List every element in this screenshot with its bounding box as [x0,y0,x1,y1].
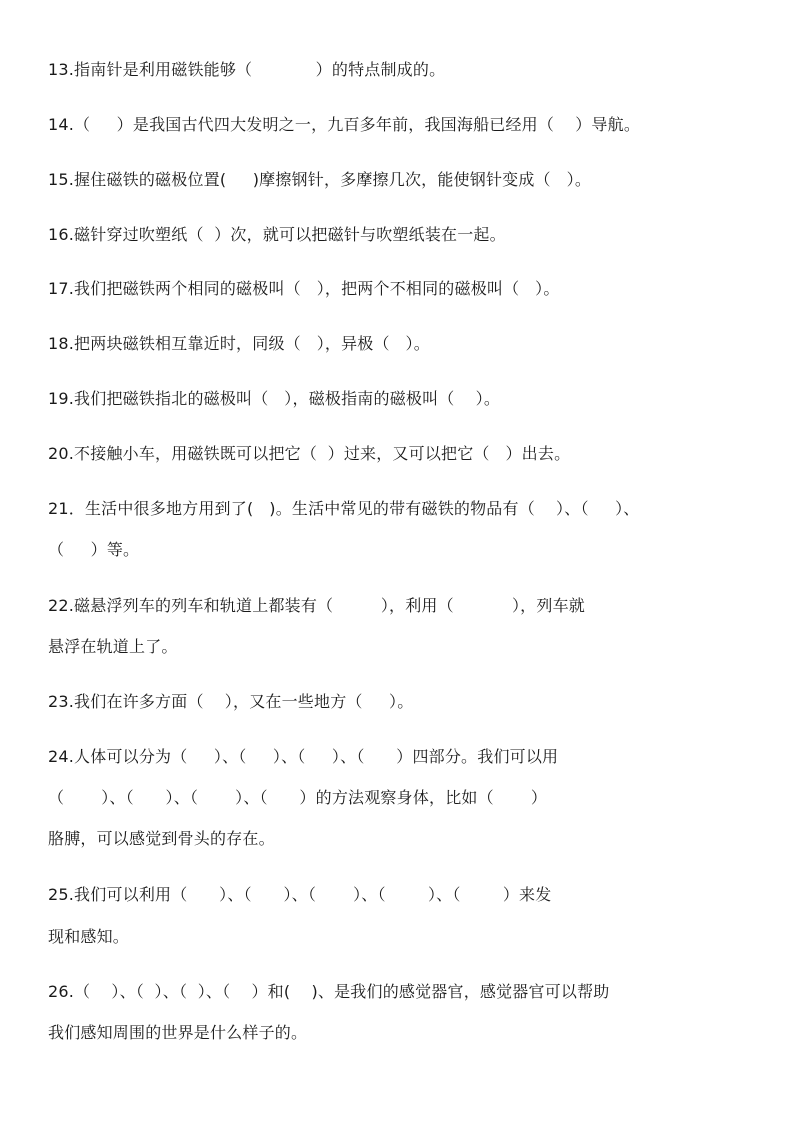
question-18-line-1: 18.把两块磁铁相互靠近时，同级（ ），异极（ ）。 [48,334,430,353]
question-19-line-1: 19.我们把磁铁指北的磁极叫（ ），磁极指南的磁极叫（ ）。 [48,389,501,408]
question-26-line-2: 我们感知周围的世界是什么样子的。 [48,1023,308,1042]
question-24-line-2: （ ）、（ ）、（ ）、（ ）的方法观察身体，比如（ ） [48,788,548,807]
question-22-line-2: 悬浮在轨道上了。 [48,637,178,656]
question-23-line-1: 23.我们在许多方面（ ），又在一些地方（ ）。 [48,692,414,711]
question-26-line-1: 26.（ ）、（ ）、（ ）、（ ）和( )、是我们的感觉器官，感觉器官可以帮助 [48,982,610,1001]
question-21-line-1: 21．生活中很多地方用到了( )。生活中常见的带有磁铁的物品有（ ）、（ ）、 [48,499,640,518]
question-24-line-3: 胳膊，可以感觉到骨头的存在。 [48,829,275,848]
question-25-line-2: 现和感知。 [48,927,130,946]
question-22-line-1: 22.磁悬浮列车的列车和轨道上都装有（ ），利用（ ），列车就 [48,596,585,615]
question-13-line-1: 13.指南针是利用磁铁能够（ ）的特点制成的。 [48,60,446,79]
question-21-line-2: （ ）等。 [48,540,140,559]
question-20-line-1: 20.不接触小车，用磁铁既可以把它（ ）过来，又可以把它（ ）出去。 [48,444,571,463]
question-16-line-1: 16.磁针穿过吹塑纸（ ）次，就可以把磁针与吹塑纸装在一起。 [48,225,506,244]
question-25-line-1: 25.我们可以利用（ ）、（ ）、（ ）、（ ）、（ ）来发 [48,885,552,904]
question-17-line-1: 17.我们把磁铁两个相同的磁极叫（ ），把两个不相同的磁极叫（ ）。 [48,279,560,298]
question-24-line-1: 24.人体可以分为（ ）、（ ）、（ ）、（ ）四部分。我们可以用 [48,747,559,766]
question-15-line-1: 15.握住磁铁的磁极位置( )摩擦钢针，多摩擦几次，能使钢针变成（ ）。 [48,170,592,189]
question-14-line-1: 14.（ ）是我国古代四大发明之一，九百多年前，我国海船已经用（ ）导航。 [48,115,641,134]
